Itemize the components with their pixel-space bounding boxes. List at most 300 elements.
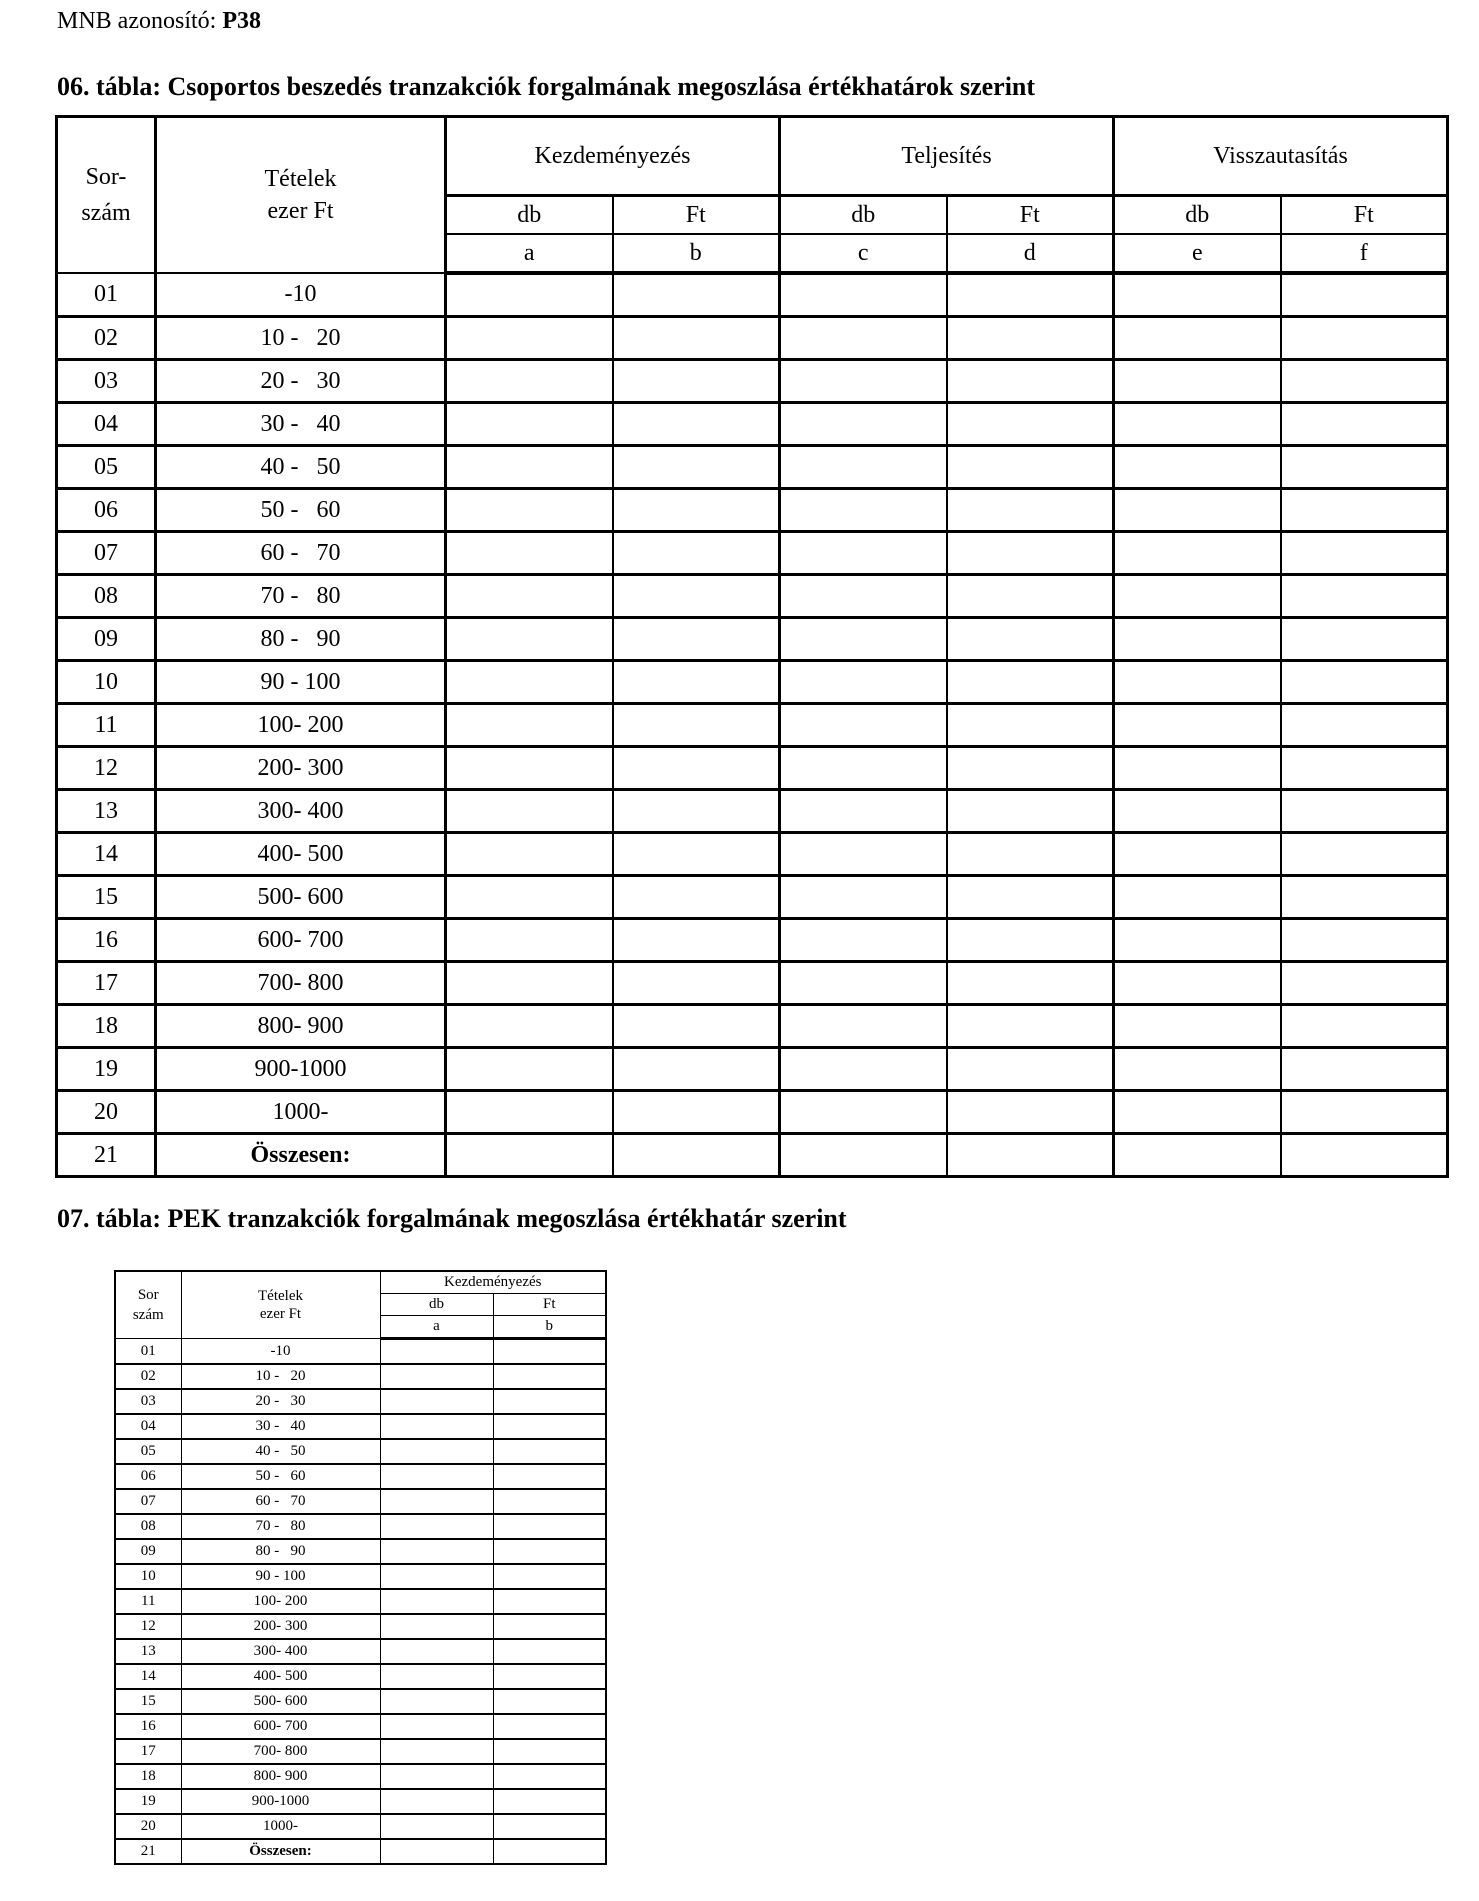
data-cell-b[interactable] <box>493 1639 606 1664</box>
data-cell-c[interactable] <box>780 273 947 317</box>
value-range: 500- 600 <box>181 1689 380 1714</box>
data-cell-b[interactable] <box>493 1514 606 1539</box>
table-row <box>115 1439 606 1464</box>
table-row <box>57 962 1448 1005</box>
value-range: 900-1000 <box>181 1789 380 1814</box>
data-cell-a[interactable] <box>446 1091 613 1134</box>
data-cell-d[interactable] <box>947 1005 1114 1048</box>
table07 <box>114 1270 607 1865</box>
letter-header: f <box>1281 234 1448 273</box>
data-cell-d[interactable] <box>947 273 1114 317</box>
data-cell-a[interactable] <box>446 661 613 704</box>
row-number: 02 <box>57 317 156 360</box>
data-cell-a[interactable] <box>380 1639 493 1664</box>
data-cell-d[interactable] <box>947 317 1114 360</box>
table-row <box>57 833 1448 876</box>
row-number: 03 <box>115 1389 181 1414</box>
data-cell-b[interactable] <box>613 1005 780 1048</box>
table06-body <box>57 273 1448 1177</box>
col-group-kezdemenyezes: Kezdeményezés <box>380 1271 606 1294</box>
data-cell-f[interactable] <box>1281 1091 1448 1134</box>
data-cell-e[interactable] <box>1114 661 1281 704</box>
data-cell-f[interactable] <box>1281 446 1448 489</box>
letter-header: a <box>380 1316 493 1339</box>
row-number: 11 <box>57 704 156 747</box>
table-row <box>115 1714 606 1739</box>
data-cell-d[interactable] <box>947 704 1114 747</box>
unit-header: Ft <box>947 196 1114 235</box>
data-cell-a[interactable] <box>380 1589 493 1614</box>
table-row <box>115 1814 606 1839</box>
data-cell-b[interactable] <box>613 1048 780 1091</box>
value-range: 50 - 60 <box>181 1464 380 1489</box>
table-row <box>57 575 1448 618</box>
data-cell-c[interactable] <box>780 446 947 489</box>
data-cell-a[interactable] <box>380 1714 493 1739</box>
data-cell-e[interactable] <box>1114 919 1281 962</box>
row-number: 02 <box>115 1364 181 1389</box>
data-cell-c[interactable] <box>780 360 947 403</box>
data-cell-b[interactable] <box>613 317 780 360</box>
data-cell-f[interactable] <box>1281 1134 1448 1177</box>
data-cell-d[interactable] <box>947 618 1114 661</box>
data-cell-e[interactable] <box>1114 747 1281 790</box>
value-range: 50 - 60 <box>156 489 446 532</box>
data-cell-c[interactable] <box>780 1134 947 1177</box>
value-range: 600- 700 <box>181 1714 380 1739</box>
value-range: 700- 800 <box>181 1739 380 1764</box>
data-cell-c[interactable] <box>780 919 947 962</box>
data-cell-e[interactable] <box>1114 1048 1281 1091</box>
data-cell-e[interactable] <box>1114 403 1281 446</box>
row-number: 07 <box>115 1489 181 1514</box>
data-cell-a[interactable] <box>446 790 613 833</box>
col-header-sorszam: Sor- szám <box>57 117 156 274</box>
data-cell-a[interactable] <box>446 273 613 317</box>
unit-header: db <box>380 1294 493 1316</box>
letter-header: d <box>947 234 1114 273</box>
data-cell-c[interactable] <box>780 704 947 747</box>
data-cell-d[interactable] <box>947 661 1114 704</box>
data-cell-a[interactable] <box>446 833 613 876</box>
data-cell-b[interactable] <box>613 790 780 833</box>
data-cell-b[interactable] <box>493 1689 606 1714</box>
row-number: 03 <box>57 360 156 403</box>
data-cell-d[interactable] <box>947 532 1114 575</box>
data-cell-e[interactable] <box>1114 1134 1281 1177</box>
data-cell-b[interactable] <box>613 747 780 790</box>
data-cell-e[interactable] <box>1114 618 1281 661</box>
data-cell-d[interactable] <box>947 919 1114 962</box>
table-row <box>57 1134 1448 1177</box>
data-cell-b[interactable] <box>493 1339 606 1365</box>
row-number: 04 <box>115 1414 181 1439</box>
data-cell-f[interactable] <box>1281 273 1448 317</box>
data-cell-c[interactable] <box>780 1005 947 1048</box>
value-range: 80 - 90 <box>156 618 446 661</box>
data-cell-c[interactable] <box>780 618 947 661</box>
data-cell-e[interactable] <box>1114 1005 1281 1048</box>
data-cell-f[interactable] <box>1281 833 1448 876</box>
row-number: 15 <box>115 1689 181 1714</box>
data-cell-a[interactable] <box>446 704 613 747</box>
data-cell-a[interactable] <box>446 962 613 1005</box>
table-row <box>57 532 1448 575</box>
data-cell-a[interactable] <box>380 1489 493 1514</box>
data-cell-a[interactable] <box>446 1048 613 1091</box>
col-group-teljesites: Teljesítés <box>780 117 1114 196</box>
value-range: 1000- <box>181 1814 380 1839</box>
data-cell-c[interactable] <box>780 747 947 790</box>
data-cell-c[interactable] <box>780 317 947 360</box>
table-row <box>115 1664 606 1689</box>
data-cell-b[interactable] <box>493 1589 606 1614</box>
table-row <box>57 1091 1448 1134</box>
row-number: 08 <box>57 575 156 618</box>
data-cell-b[interactable] <box>493 1839 606 1864</box>
table-row <box>57 403 1448 446</box>
data-cell-b[interactable] <box>493 1614 606 1639</box>
data-cell-c[interactable] <box>780 1091 947 1134</box>
data-cell-b[interactable] <box>613 876 780 919</box>
table-row <box>57 618 1448 661</box>
col-header-sorszam: Sor szám <box>115 1271 181 1339</box>
value-range: 20 - 30 <box>181 1389 380 1414</box>
data-cell-a[interactable] <box>380 1839 493 1864</box>
value-range: 10 - 20 <box>181 1364 380 1389</box>
data-cell-e[interactable] <box>1114 360 1281 403</box>
letter-header: b <box>613 234 780 273</box>
value-range: 30 - 40 <box>181 1414 380 1439</box>
data-cell-d[interactable] <box>947 1048 1114 1091</box>
data-cell-a[interactable] <box>446 876 613 919</box>
row-number: 19 <box>115 1789 181 1814</box>
data-cell-c[interactable] <box>780 876 947 919</box>
value-range: 40 - 50 <box>181 1439 380 1464</box>
data-cell-f[interactable] <box>1281 919 1448 962</box>
data-cell-c[interactable] <box>780 403 947 446</box>
col-group-visszautasitas: Visszautasítás <box>1114 117 1448 196</box>
table-row <box>57 747 1448 790</box>
data-cell-f[interactable] <box>1281 876 1448 919</box>
data-cell-b[interactable] <box>493 1664 606 1689</box>
data-cell-b[interactable] <box>493 1439 606 1464</box>
row-number: 14 <box>115 1664 181 1689</box>
table-row <box>57 919 1448 962</box>
table-row <box>115 1464 606 1489</box>
data-cell-b[interactable] <box>493 1814 606 1839</box>
data-cell-e[interactable] <box>1114 790 1281 833</box>
data-cell-a[interactable] <box>446 403 613 446</box>
data-cell-a[interactable] <box>380 1364 493 1389</box>
data-cell-b[interactable] <box>613 575 780 618</box>
row-number: 13 <box>115 1639 181 1664</box>
data-cell-f[interactable] <box>1281 618 1448 661</box>
row-number: 12 <box>115 1614 181 1639</box>
data-cell-a[interactable] <box>446 489 613 532</box>
value-range: 300- 400 <box>156 790 446 833</box>
data-cell-d[interactable] <box>947 403 1114 446</box>
letter-header: c <box>780 234 947 273</box>
value-range: -10 <box>156 273 446 317</box>
unit-header: db <box>1114 196 1281 235</box>
data-cell-b[interactable] <box>493 1564 606 1589</box>
data-cell-a[interactable] <box>446 317 613 360</box>
mnb-id-line <box>57 8 261 35</box>
data-cell-b[interactable] <box>613 360 780 403</box>
data-cell-b[interactable] <box>613 704 780 747</box>
data-cell-a[interactable] <box>446 575 613 618</box>
data-cell-b[interactable] <box>613 403 780 446</box>
table-row <box>115 1514 606 1539</box>
data-cell-b[interactable] <box>493 1464 606 1489</box>
data-cell-b[interactable] <box>493 1764 606 1789</box>
value-range: 100- 200 <box>181 1589 380 1614</box>
table-row <box>115 1489 606 1514</box>
data-cell-b[interactable] <box>613 919 780 962</box>
value-range: 1000- <box>156 1091 446 1134</box>
data-cell-f[interactable] <box>1281 962 1448 1005</box>
table-row <box>57 446 1448 489</box>
table-row <box>115 1689 606 1714</box>
data-cell-f[interactable] <box>1281 704 1448 747</box>
data-cell-e[interactable] <box>1114 446 1281 489</box>
value-range: 70 - 80 <box>181 1514 380 1539</box>
row-number: 15 <box>57 876 156 919</box>
row-number: 05 <box>115 1439 181 1464</box>
data-cell-c[interactable] <box>780 1048 947 1091</box>
data-cell-d[interactable] <box>947 833 1114 876</box>
value-range: 400- 500 <box>181 1664 380 1689</box>
data-cell-c[interactable] <box>780 962 947 1005</box>
table-row <box>115 1764 606 1789</box>
data-cell-f[interactable] <box>1281 489 1448 532</box>
unit-header: Ft <box>1281 196 1448 235</box>
data-cell-a[interactable] <box>380 1514 493 1539</box>
data-cell-e[interactable] <box>1114 317 1281 360</box>
table-row <box>115 1364 606 1389</box>
data-cell-c[interactable] <box>780 575 947 618</box>
data-cell-a[interactable] <box>380 1689 493 1714</box>
data-cell-b[interactable] <box>493 1489 606 1514</box>
data-cell-a[interactable] <box>380 1789 493 1814</box>
value-range: 20 - 30 <box>156 360 446 403</box>
table-row <box>115 1539 606 1564</box>
data-cell-d[interactable] <box>947 360 1114 403</box>
data-cell-a[interactable] <box>446 919 613 962</box>
data-cell-e[interactable] <box>1114 273 1281 317</box>
data-cell-c[interactable] <box>780 833 947 876</box>
data-cell-a[interactable] <box>446 1005 613 1048</box>
unit-header: db <box>446 196 613 235</box>
data-cell-a[interactable] <box>380 1539 493 1564</box>
data-cell-e[interactable] <box>1114 489 1281 532</box>
data-cell-d[interactable] <box>947 790 1114 833</box>
mnb-id-value: P38 <box>222 8 261 34</box>
data-cell-f[interactable] <box>1281 1048 1448 1091</box>
table06-title: 06. tábla: Csoportos beszedés tranzakciók forgalmának megoszlása értékhatárok szerint <box>57 72 1036 101</box>
row-number: 17 <box>115 1739 181 1764</box>
col-header-tetelek: Tételek ezer Ft <box>181 1271 380 1339</box>
table-row <box>115 1564 606 1589</box>
data-cell-e[interactable] <box>1114 962 1281 1005</box>
data-cell-d[interactable] <box>947 876 1114 919</box>
data-cell-f[interactable] <box>1281 360 1448 403</box>
data-cell-a[interactable] <box>380 1389 493 1414</box>
value-range: 600- 700 <box>156 919 446 962</box>
row-number: 16 <box>115 1714 181 1739</box>
data-cell-f[interactable] <box>1281 317 1448 360</box>
value-range: 800- 900 <box>181 1764 380 1789</box>
data-cell-b[interactable] <box>613 1134 780 1177</box>
data-cell-e[interactable] <box>1114 704 1281 747</box>
table-row <box>115 1414 606 1439</box>
row-number: 16 <box>57 919 156 962</box>
row-number: 09 <box>57 618 156 661</box>
table-row <box>115 1339 606 1365</box>
data-cell-a[interactable] <box>380 1739 493 1764</box>
data-cell-d[interactable] <box>947 575 1114 618</box>
unit-header: Ft <box>493 1294 606 1316</box>
value-range: 10 - 20 <box>156 317 446 360</box>
row-number: 04 <box>57 403 156 446</box>
data-cell-b[interactable] <box>493 1789 606 1814</box>
data-cell-c[interactable] <box>780 532 947 575</box>
data-cell-b[interactable] <box>493 1389 606 1414</box>
data-cell-b[interactable] <box>613 446 780 489</box>
data-cell-a[interactable] <box>380 1439 493 1464</box>
row-number: 12 <box>57 747 156 790</box>
unit-header: Ft <box>613 196 780 235</box>
table-row <box>57 1048 1448 1091</box>
table-row <box>57 273 1448 317</box>
data-cell-c[interactable] <box>780 489 947 532</box>
value-range: -10 <box>181 1339 380 1365</box>
data-cell-a[interactable] <box>380 1764 493 1789</box>
data-cell-b[interactable] <box>493 1539 606 1564</box>
row-number: 07 <box>57 532 156 575</box>
value-range: 400- 500 <box>156 833 446 876</box>
data-cell-d[interactable] <box>947 962 1114 1005</box>
data-cell-b[interactable] <box>613 661 780 704</box>
data-cell-b[interactable] <box>613 1091 780 1134</box>
table-row <box>115 1639 606 1664</box>
value-range: 800- 900 <box>156 1005 446 1048</box>
table-row <box>57 317 1448 360</box>
data-cell-d[interactable] <box>947 446 1114 489</box>
value-range: Összesen: <box>181 1839 380 1864</box>
data-cell-b[interactable] <box>493 1739 606 1764</box>
data-cell-e[interactable] <box>1114 1091 1281 1134</box>
value-range: 90 - 100 <box>181 1564 380 1589</box>
data-cell-f[interactable] <box>1281 747 1448 790</box>
row-number: 06 <box>57 489 156 532</box>
row-number: 09 <box>115 1539 181 1564</box>
value-range: 70 - 80 <box>156 575 446 618</box>
data-cell-f[interactable] <box>1281 661 1448 704</box>
data-cell-a[interactable] <box>380 1664 493 1689</box>
data-cell-b[interactable] <box>613 532 780 575</box>
data-cell-b[interactable] <box>613 273 780 317</box>
data-cell-c[interactable] <box>780 661 947 704</box>
value-range: Összesen: <box>156 1134 446 1177</box>
data-cell-b[interactable] <box>613 618 780 661</box>
value-range: 40 - 50 <box>156 446 446 489</box>
col-header-tetelek: Tételek ezer Ft <box>156 117 446 274</box>
letter-header: e <box>1114 234 1281 273</box>
table-row <box>57 876 1448 919</box>
data-cell-a[interactable] <box>380 1814 493 1839</box>
data-cell-b[interactable] <box>493 1414 606 1439</box>
data-cell-e[interactable] <box>1114 833 1281 876</box>
table-row <box>115 1614 606 1639</box>
table07-title: 07. tábla: PEK tranzakciók forgalmának megoszlása értékhatár szerint <box>57 1204 847 1233</box>
data-cell-a[interactable] <box>380 1614 493 1639</box>
table-row <box>57 1005 1448 1048</box>
data-cell-b[interactable] <box>613 833 780 876</box>
data-cell-d[interactable] <box>947 1134 1114 1177</box>
data-cell-a[interactable] <box>380 1564 493 1589</box>
table-row <box>57 790 1448 833</box>
data-cell-f[interactable] <box>1281 1005 1448 1048</box>
row-number: 01 <box>57 273 156 317</box>
data-cell-a[interactable] <box>380 1414 493 1439</box>
data-cell-c[interactable] <box>780 790 947 833</box>
data-cell-b[interactable] <box>493 1714 606 1739</box>
data-cell-e[interactable] <box>1114 575 1281 618</box>
data-cell-a[interactable] <box>446 532 613 575</box>
data-cell-e[interactable] <box>1114 532 1281 575</box>
data-cell-b[interactable] <box>613 489 780 532</box>
row-number: 18 <box>57 1005 156 1048</box>
data-cell-a[interactable] <box>380 1339 493 1365</box>
data-cell-e[interactable] <box>1114 876 1281 919</box>
data-cell-d[interactable] <box>947 1091 1114 1134</box>
row-number: 08 <box>115 1514 181 1539</box>
data-cell-f[interactable] <box>1281 403 1448 446</box>
data-cell-f[interactable] <box>1281 532 1448 575</box>
data-cell-a[interactable] <box>446 360 613 403</box>
row-number: 13 <box>57 790 156 833</box>
value-range: 60 - 70 <box>156 532 446 575</box>
data-cell-f[interactable] <box>1281 790 1448 833</box>
value-range: 200- 300 <box>181 1614 380 1639</box>
col-group-kezdemenyezes: Kezdeményezés <box>446 117 780 196</box>
table-row <box>57 489 1448 532</box>
data-cell-a[interactable] <box>380 1464 493 1489</box>
value-range: 200- 300 <box>156 747 446 790</box>
letter-header: a <box>446 234 613 273</box>
data-cell-d[interactable] <box>947 747 1114 790</box>
data-cell-a[interactable] <box>446 747 613 790</box>
table-row <box>115 1389 606 1414</box>
data-cell-b[interactable] <box>493 1364 606 1389</box>
data-cell-a[interactable] <box>446 1134 613 1177</box>
data-cell-a[interactable] <box>446 618 613 661</box>
table-row <box>57 704 1448 747</box>
value-range: 60 - 70 <box>181 1489 380 1514</box>
data-cell-d[interactable] <box>947 489 1114 532</box>
data-cell-b[interactable] <box>613 962 780 1005</box>
row-number: 18 <box>115 1764 181 1789</box>
value-range: 80 - 90 <box>181 1539 380 1564</box>
row-number: 20 <box>57 1091 156 1134</box>
row-number: 21 <box>115 1839 181 1864</box>
row-number: 21 <box>57 1134 156 1177</box>
data-cell-f[interactable] <box>1281 575 1448 618</box>
data-cell-a[interactable] <box>446 446 613 489</box>
value-range: 900-1000 <box>156 1048 446 1091</box>
